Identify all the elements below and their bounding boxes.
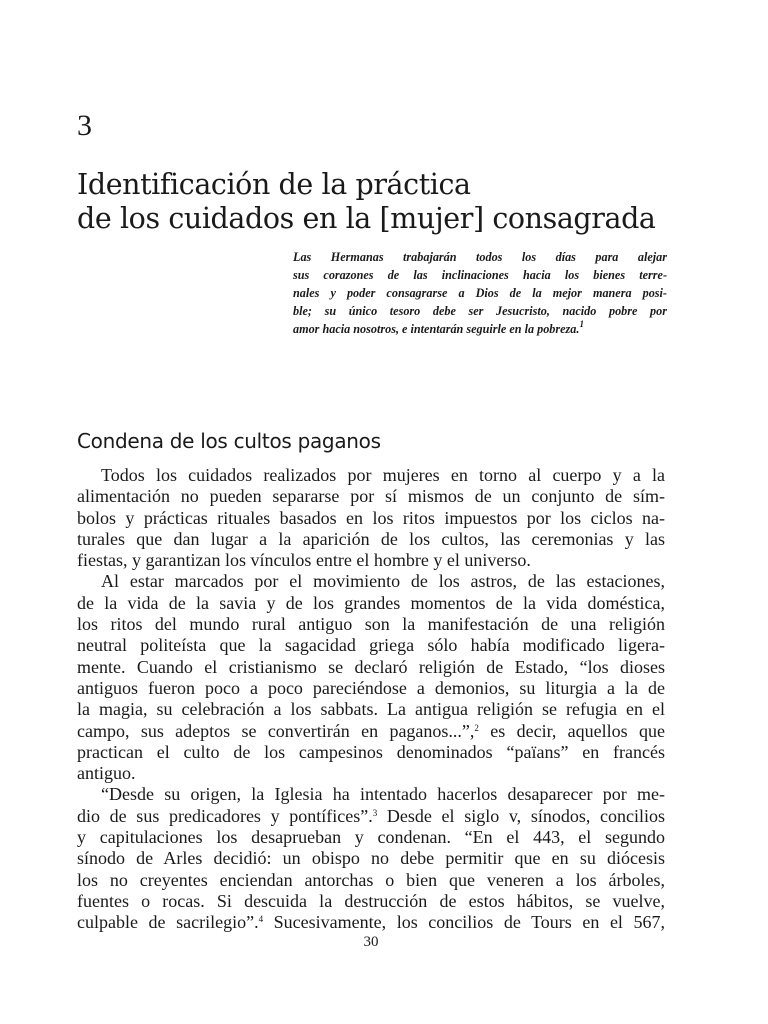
footnote-ref: 3 [372,807,378,818]
epigraph-line [293,320,667,338]
chapter-title-line: de los cuidados en la [mujer] consagrada [77,202,656,235]
body-line-segment: es decir, aquellos que [478,720,665,741]
epigraph [293,248,667,338]
footnote-ref: 2 [474,722,479,733]
body-line-segment: Desde el siglo v, sínodos, concilios [377,805,666,826]
body-line: antiguo. [77,763,136,784]
body-line: los ritos del mundo rural antiguo son la manifestación de una religión [77,614,665,635]
epigraph-line: ble; su único tesoro debe ser Jesucristo, nacido pobre por [293,304,667,318]
body-line: antiguos fueron poco a poco pareciéndose a demonios, su liturgia a la de [77,677,665,698]
body-line [77,912,665,933]
body-text [77,465,665,934]
epigraph-line-text: amor hacia nosotros, e intentarán seguirle en la pobreza. [293,322,580,336]
body-line [77,721,665,742]
epigraph-line: nales y poder consagrarse a Dios de la mejor manera posi- [293,286,667,300]
body-line-segment: campo, sus adeptos se convertirán en paganos...”, [77,720,475,741]
page-number: 30 [363,934,379,950]
body-line: turales que dan lugar a la aparición de los cultos, las ceremonias y las [77,528,665,549]
body-line: fuentes o rocas. Si descuida la destrucción de estos hábitos, se vuelve, [77,890,665,911]
body-line: Todos los cuidados realizados por mujeres en torno al cuerpo y a la [101,465,665,485]
chapter-title [77,168,717,236]
body-line: “Desde su origen, la Iglesia ha intentado hacerlos desaparecer por me- [101,784,665,805]
body-line: mente. Cuando el cristianismo se declaró religión de Estado, “los dioses [77,656,665,677]
body-line: fiestas, y garantizan los vínculos entre el hombre y el universo. [77,550,531,571]
chapter-title-line: Identificación de la práctica [77,168,471,201]
body-line: y capitulaciones los desaprueban y condenan. “En el 443, el segundo [77,827,665,848]
body-line: Al estar marcados por el movimiento de los astros, de las estaciones, [101,571,665,592]
body-line: de la vida de la savia y de los grandes momentos de la vida doméstica, [77,592,665,613]
footnote-ref: 1 [579,319,584,329]
body-line: bolos y prácticas rituales basados en los ritos impuestos por los ciclos na- [77,507,665,528]
body-line: sínodo de Arles decidió: un obispo no debe permitir que en su diócesis [77,848,665,869]
epigraph-line: sus corazones de las inclinaciones hacia los bienes terre- [293,268,667,282]
body-line-segment: culpable de sacrilegio”. [77,912,259,933]
body-line-segment: dio de sus predicadores y pontífices”. [77,805,373,826]
epigraph-line: Las Hermanas trabajarán todos los días para alejar [293,250,667,264]
body-line: neutral politeísta que la sagacidad griega sólo había modificado ligera- [77,635,665,656]
footnote-ref: 4 [258,914,264,925]
body-line-segment: Sucesivamente, los concilios de Tours en el 567, [263,912,666,933]
body-line: los no creyentes enciendan antorchas o bien que veneren a los árboles, [77,869,665,890]
body-line [77,806,665,827]
body-line: la magia, su celebración a los sabbats. La antigua religión se refugia en el [77,699,665,720]
section-heading: Condena de los cultos paganos [77,429,381,453]
body-line: alimentación no pueden separarse por sí mismos de un conjunto de sím- [77,486,665,507]
chapter-number: 3 [77,109,92,142]
body-line: practican el culto de los campesinos denominados “païans” en francés [77,741,665,762]
